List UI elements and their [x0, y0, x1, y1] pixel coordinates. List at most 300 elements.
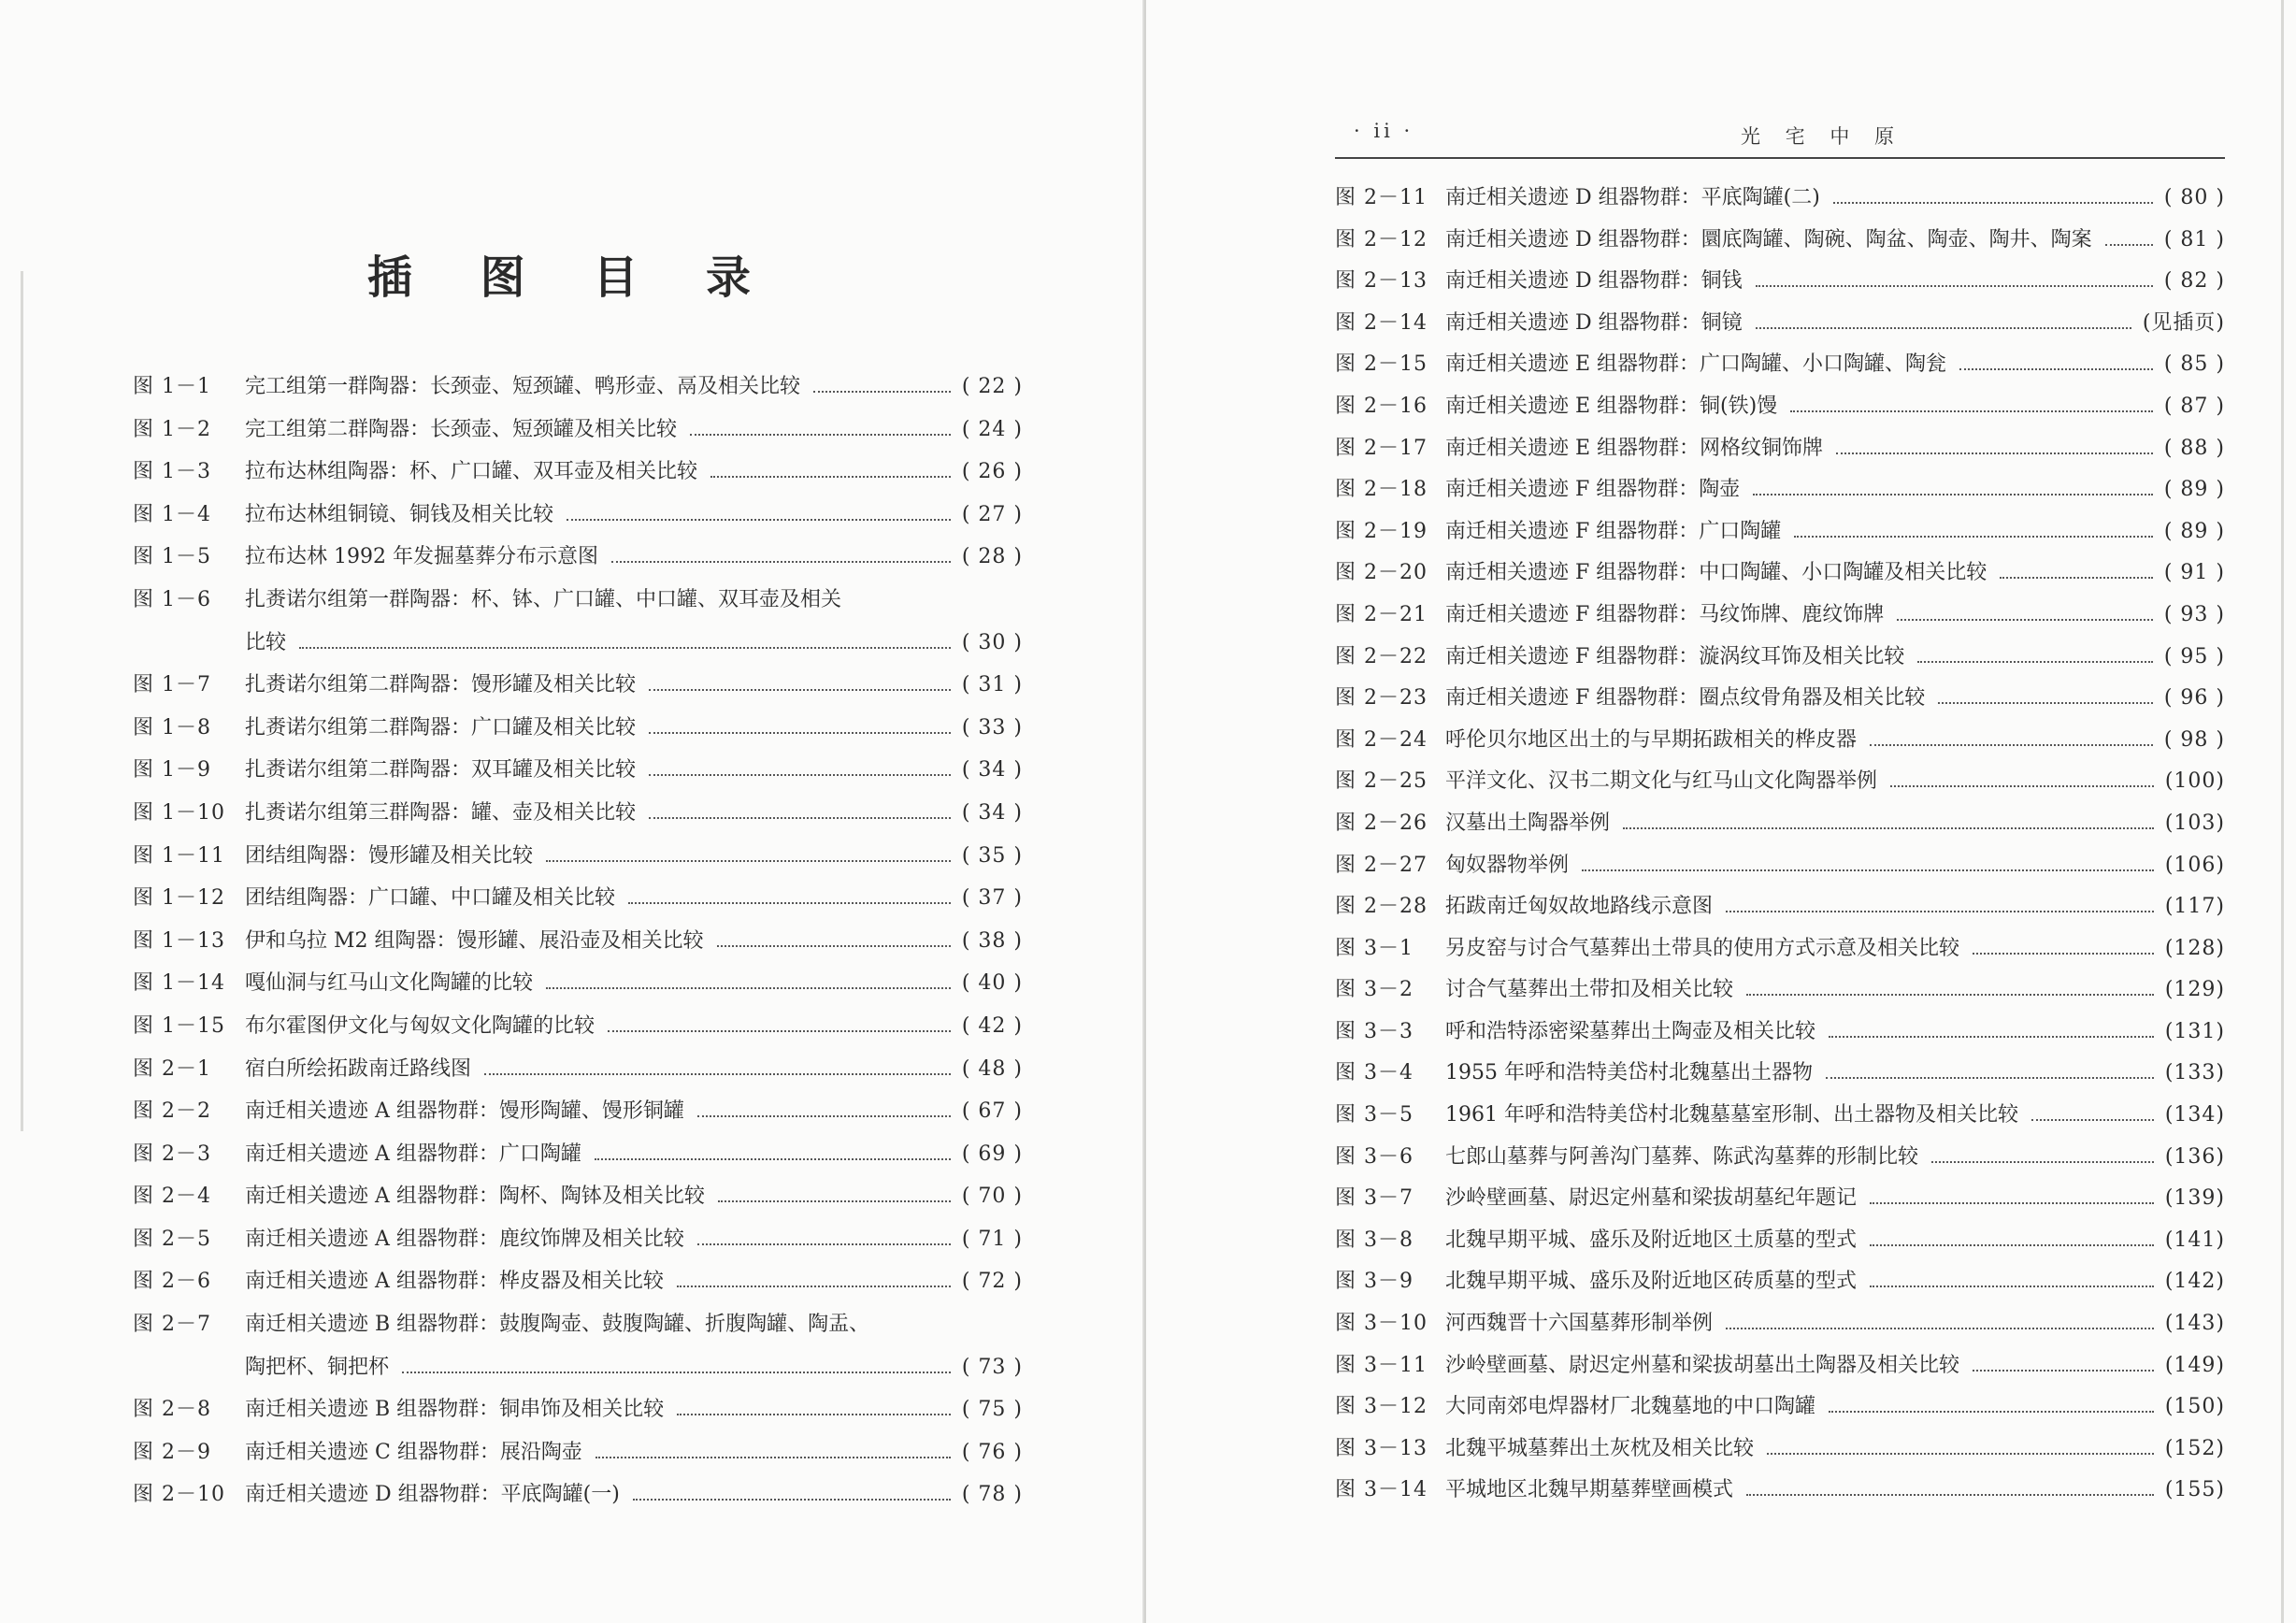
dot-leader — [1897, 618, 2153, 621]
figure-caption: 南迁相关遗迹 A 组器物群：广口陶罐 — [245, 1142, 581, 1166]
figure-caption: 南迁相关遗迹 D 组器物群：铜镜 — [1445, 310, 1743, 335]
toc-entry-body — [245, 1053, 1023, 1082]
figure-number: 图 2－5 — [133, 1227, 211, 1251]
toc-entry — [1335, 1015, 2225, 1057]
dot-leader — [1917, 660, 2153, 663]
page-reference: (142) — [2164, 1270, 2225, 1294]
dot-leader — [1973, 952, 2154, 955]
figure-caption: 扎赉诺尔组第三群陶器：罐、壶及相关比较 — [245, 800, 637, 825]
figure-caption: 扎赉诺尔组第二群陶器：双耳罐及相关比较 — [245, 758, 637, 783]
toc-entry-body — [245, 1223, 1023, 1252]
figure-number: 图 2－10 — [133, 1483, 225, 1507]
toc-entry-body — [245, 967, 1023, 996]
page-reference: ( 78 ) — [961, 1483, 1023, 1507]
dot-leader — [649, 688, 951, 691]
toc-entry-body — [245, 540, 1023, 569]
figure-number: 图 1－2 — [133, 417, 211, 441]
figure-caption: 南迁相关遗迹 D 组器物群：铜钱 — [1445, 269, 1743, 294]
toc-entry-body — [245, 455, 1023, 484]
dot-leader — [1726, 1327, 2154, 1329]
page-reference: (128) — [2164, 936, 2225, 960]
toc-entry — [1335, 390, 2225, 432]
dot-leader — [1623, 826, 2154, 829]
toc-entry — [133, 370, 1023, 413]
dot-leader — [1836, 452, 2153, 454]
toc-entry-body — [1445, 1056, 2225, 1085]
toc-entry — [1335, 515, 2225, 557]
dot-leader — [608, 1029, 951, 1032]
toc-entry-body — [1445, 432, 2225, 461]
page-reference: ( 37 ) — [961, 886, 1023, 911]
figure-caption: 南迁相关遗迹 A 组器物群：陶杯、陶钵及相关比较 — [245, 1185, 705, 1209]
figure-number: 图 1－3 — [133, 460, 211, 484]
page-reference: ( 42 ) — [961, 1013, 1023, 1038]
figure-number: 图 3－13 — [1335, 1436, 1428, 1460]
figure-caption: 南迁相关遗迹 F 组器物群：漩涡纹耳饰及相关比较 — [1445, 644, 1905, 668]
figure-number: 图 2－24 — [1335, 727, 1428, 752]
toc-entry-body — [245, 1010, 1023, 1039]
page-reference: ( 81 ) — [2163, 227, 2225, 251]
dot-leader — [1973, 1369, 2154, 1372]
toc-entry — [133, 1053, 1023, 1096]
figure-caption: 布尔霍图伊文化与匈奴文化陶罐的比较 — [245, 1013, 596, 1038]
toc-entry — [133, 1393, 1023, 1436]
toc-entry-body — [1445, 765, 2225, 794]
page-reference: (106) — [2164, 853, 2225, 877]
toc-entry — [133, 797, 1023, 840]
dot-leader — [1938, 701, 2153, 704]
figure-number: 图 3－12 — [1335, 1395, 1428, 1419]
page-reference: ( 75 ) — [961, 1398, 1023, 1422]
dot-leader — [1870, 1243, 2154, 1246]
page-reference: (100) — [2164, 769, 2225, 794]
toc-entry-body — [1445, 515, 2225, 544]
page-reference: ( 73 ) — [961, 1355, 1023, 1379]
toc-entry-body — [245, 1095, 1023, 1124]
figure-caption: 南迁相关遗迹 D 组器物群：平底陶罐(二) — [1445, 186, 1820, 209]
figure-caption: 北魏平城墓葬出土灰枕及相关比较 — [1445, 1436, 1755, 1460]
toc-entry — [1335, 307, 2225, 349]
figure-number: 图 2－18 — [1335, 478, 1428, 502]
page-reference: ( 87 ) — [2163, 394, 2225, 418]
figure-caption-line1: 扎赉诺尔组第一群陶器：杯、钵、广口罐、中口罐、双耳壶及相关 — [245, 587, 842, 611]
toc-entry — [133, 1265, 1023, 1308]
toc-entry — [1335, 1432, 2225, 1474]
dot-leader — [299, 646, 951, 649]
figure-number: 图 2－26 — [1335, 811, 1428, 835]
page-reference: ( 98 ) — [2163, 727, 2225, 752]
figure-caption: 团结组陶器：广口罐、中口罐及相关比较 — [245, 886, 616, 911]
figure-caption: 伊和乌拉 M2 组陶器：馒形罐、展沿壶及相关比较 — [245, 928, 704, 953]
dot-leader — [1756, 326, 2131, 329]
figure-caption: 讨合气墓葬出土带扣及相关比较 — [1445, 978, 1734, 1002]
page-title: 插 图 目 录 — [366, 251, 778, 304]
page-reference: (141) — [2164, 1228, 2225, 1252]
figure-number: 图 3－3 — [1335, 1019, 1413, 1043]
figure-number: 图 1－11 — [133, 843, 225, 868]
toc-entry — [1335, 181, 2225, 223]
figure-number: 图 2－13 — [1335, 269, 1428, 294]
figure-number: 图 1－6 — [133, 587, 211, 611]
figure-caption: 南迁相关遗迹 F 组器物群：圈点纹骨角器及相关比较 — [1445, 686, 1926, 711]
figure-caption: 南迁相关遗迹 D 组器物群：圜底陶罐、陶碗、陶盆、陶壶、陶井、陶案 — [1445, 227, 2092, 251]
toc-entry-body — [245, 668, 1023, 697]
toc-entry-body — [1445, 1307, 2225, 1336]
toc-entry — [1335, 432, 2225, 474]
toc-entry — [133, 413, 1023, 456]
toc-entry-body — [1445, 807, 2225, 836]
figure-number: 图 2－17 — [1335, 436, 1428, 460]
page-reference: (139) — [2164, 1186, 2225, 1211]
page-reference: ( 30 ) — [961, 630, 1023, 654]
toc-entry-body — [245, 925, 1023, 954]
page-reference: ( 22 ) — [961, 375, 1023, 398]
figure-number: 图 1－5 — [133, 545, 211, 569]
dot-leader — [1931, 1160, 2154, 1163]
toc-entry — [133, 1180, 1023, 1223]
dot-leader — [649, 773, 951, 776]
figure-caption: 沙岭壁画墓、尉迟定州墓和梁拔胡墓出土陶器及相关比较 — [1445, 1353, 1960, 1377]
page-reference: ( 34 ) — [961, 758, 1023, 783]
toc-entry-body — [245, 498, 1023, 527]
figure-number: 图 2－25 — [1335, 769, 1428, 794]
figure-number: 图 1－9 — [133, 758, 211, 783]
dot-leader — [596, 1456, 951, 1458]
toc-entry — [133, 1223, 1023, 1266]
figure-number: 图 2－1 — [133, 1056, 211, 1081]
figure-number: 图 1－12 — [133, 886, 225, 911]
figure-number: 图 2－20 — [1335, 561, 1428, 585]
page-reference: ( 82 ) — [2163, 269, 2225, 294]
page-reference: ( 38 ) — [961, 928, 1023, 953]
figure-caption: 南迁相关遗迹 F 组器物群：广口陶罐 — [1445, 519, 1782, 543]
figure-caption: 匈奴器物举例 — [1445, 853, 1570, 877]
page-reference: (143) — [2164, 1312, 2225, 1336]
dot-leader — [567, 518, 951, 521]
toc-entry — [1335, 765, 2225, 807]
dot-leader — [697, 1242, 951, 1245]
figure-caption: 平城地区北魏早期墓葬壁画模式 — [1445, 1478, 1734, 1502]
page-reference: ( 89 ) — [2163, 519, 2225, 543]
dot-leader — [2105, 243, 2153, 246]
page-reference: ( 91 ) — [2163, 561, 2225, 585]
page-reference: (150) — [2164, 1395, 2225, 1419]
figure-caption: 南迁相关遗迹 A 组器物群：馒形陶罐、馒形铜罐 — [245, 1099, 684, 1124]
toc-entry-body — [1445, 1099, 2225, 1127]
figure-caption: 1955 年呼和浩特美岱村北魏墓出土器物 — [1445, 1061, 1813, 1085]
figure-number: 图 1－13 — [133, 928, 225, 953]
toc-entry-body — [1445, 682, 2225, 711]
toc-entry — [133, 540, 1023, 583]
dot-leader — [546, 859, 951, 862]
figure-number: 图 2－11 — [1335, 186, 1428, 209]
figure-caption: 团结组陶器：馒形罐及相关比较 — [245, 843, 534, 868]
page-reference: ( 48 ) — [961, 1056, 1023, 1081]
page-reference: ( 27 ) — [961, 502, 1023, 526]
toc-entry — [1335, 1390, 2225, 1432]
page-reference: ( 70 ) — [961, 1185, 1023, 1209]
dot-leader — [595, 1157, 951, 1160]
page-reference: ( 72 ) — [961, 1270, 1023, 1294]
dot-leader — [628, 901, 951, 904]
left-page — [0, 0, 1144, 1623]
page-reference: (131) — [2164, 1019, 2225, 1043]
toc-entry — [1335, 849, 2225, 891]
toc-entry — [133, 1010, 1023, 1053]
figure-caption: 沙岭壁画墓、尉迟定州墓和梁拔胡墓纪年题记 — [1445, 1186, 1858, 1211]
toc-entry-body — [1445, 598, 2225, 627]
toc-entry — [1335, 807, 2225, 849]
figure-caption: 南迁相关遗迹 A 组器物群：桦皮器及相关比较 — [245, 1270, 664, 1294]
figure-caption: 完工组第二群陶器：长颈壶、短颈罐及相关比较 — [245, 417, 678, 441]
page-reference: (129) — [2164, 978, 2225, 1002]
toc-entry-body — [245, 1138, 1023, 1167]
figure-caption: 南迁相关遗迹 F 组器物群：陶壶 — [1445, 478, 1741, 502]
figure-caption: 另皮窑与讨合气墓葬出土带具的使用方式示意及相关比较 — [1445, 936, 1960, 960]
figure-number: 图 2－6 — [133, 1270, 211, 1294]
dot-leader — [710, 475, 951, 478]
page-reference: (152) — [2164, 1436, 2225, 1460]
figure-number: 图 1－10 — [133, 800, 225, 825]
dot-leader — [677, 1285, 951, 1287]
figure-caption: 比较 — [245, 630, 287, 654]
page-reference: ( 28 ) — [961, 545, 1023, 569]
toc-entry-body — [1445, 1432, 2225, 1461]
page-reference: ( 95 ) — [2163, 644, 2225, 668]
figure-caption: 南迁相关遗迹 E 组器物群：铜(铁)馒 — [1445, 394, 1778, 418]
toc-entry-body — [1445, 849, 2225, 878]
figure-caption: 拉布达林组铜镜、铜钱及相关比较 — [245, 502, 554, 526]
toc-list-left — [133, 370, 1023, 1521]
toc-entry-body — [1445, 932, 2225, 961]
dot-leader — [1870, 1201, 2154, 1204]
page-edge-shadow — [21, 271, 23, 1131]
toc-entry-body — [1445, 973, 2225, 1002]
figure-number: 图 3－8 — [1335, 1228, 1413, 1252]
dot-leader — [1767, 1452, 2154, 1455]
figure-number: 图 1－4 — [133, 502, 211, 526]
toc-entry-body — [1445, 1390, 2225, 1419]
toc-entry — [1335, 1099, 2225, 1141]
toc-entry-body — [245, 754, 1023, 783]
figure-number: 图 2－27 — [1335, 853, 1428, 877]
dot-leader — [717, 944, 951, 947]
figure-caption: 呼伦贝尔地区出土的与早期拓跋相关的桦皮器 — [1445, 727, 1858, 752]
toc-entry-body — [1445, 1349, 2225, 1378]
page-reference: ( 80 ) — [2163, 186, 2225, 209]
figure-number: 图 2－2 — [133, 1099, 211, 1124]
toc-entry — [1335, 1307, 2225, 1349]
toc-entry-body — [245, 1478, 1023, 1507]
figure-caption: 七郎山墓葬与阿善沟门墓葬、陈武沟墓葬的形制比较 — [1445, 1144, 1919, 1169]
figure-caption: 拓跋南迁匈奴故地路线示意图 — [1445, 895, 1714, 919]
toc-entry — [1335, 682, 2225, 724]
toc-entry-body — [245, 882, 1023, 911]
figure-number: 图 2－3 — [133, 1142, 211, 1166]
dot-leader — [677, 1413, 951, 1415]
dot-leader — [1833, 201, 2153, 204]
dot-leader — [1746, 1493, 2154, 1496]
dot-leader — [1870, 1285, 2154, 1287]
toc-entry-body — [1445, 724, 2225, 753]
toc-entry — [1335, 556, 2225, 598]
toc-entry — [133, 882, 1023, 925]
toc-entry-body — [245, 1436, 1023, 1465]
toc-entry-body — [245, 797, 1023, 826]
figure-number: 图 3－1 — [1335, 936, 1413, 960]
toc-entry-body — [1445, 307, 2225, 336]
toc-entry — [1335, 473, 2225, 515]
page-reference: (见插页) — [2142, 310, 2225, 335]
toc-entry — [133, 840, 1023, 883]
figure-number: 图 3－9 — [1335, 1270, 1413, 1294]
dot-leader — [484, 1072, 951, 1075]
toc-entry — [1335, 1265, 2225, 1307]
page-reference: ( 88 ) — [2163, 436, 2225, 460]
toc-entry-body — [245, 840, 1023, 869]
figure-caption: 南迁相关遗迹 E 组器物群：网格纹铜饰牌 — [1445, 436, 1824, 460]
toc-entry — [133, 583, 1023, 668]
figure-caption: 河西魏晋十六国墓葬形制举例 — [1445, 1312, 1714, 1336]
dot-leader — [697, 1114, 951, 1117]
page-reference: (149) — [2164, 1353, 2225, 1377]
toc-entry-body — [1445, 473, 2225, 502]
dot-leader — [546, 986, 951, 989]
dot-leader — [1794, 535, 2153, 538]
page-reference: ( 67 ) — [961, 1099, 1023, 1124]
dot-leader — [1829, 1410, 2154, 1413]
dot-leader — [1726, 910, 2154, 912]
page-reference: (103) — [2164, 811, 2225, 835]
toc-list-right — [1335, 181, 2225, 1515]
toc-entry-body — [1445, 265, 2225, 294]
toc-entry-body — [1445, 1182, 2225, 1211]
dot-leader — [1746, 993, 2154, 996]
page-reference: (155) — [2164, 1478, 2225, 1502]
figure-number: 图 2－16 — [1335, 394, 1428, 418]
toc-entry-body — [245, 1393, 1023, 1422]
figure-number: 图 1－15 — [133, 1013, 225, 1038]
toc-entry-body — [245, 370, 1023, 399]
figure-caption: 拉布达林 1992 年发掘墓葬分布示意图 — [245, 545, 598, 569]
toc-entry — [133, 498, 1023, 541]
figure-caption: 汉墓出土陶器举例 — [1445, 811, 1611, 835]
dot-leader — [1753, 493, 2153, 496]
toc-entry — [133, 1138, 1023, 1181]
toc-entry — [133, 668, 1023, 711]
figure-caption: 呼和浩特添密梁墓葬出土陶壶及相关比较 — [1445, 1019, 1816, 1043]
toc-entry — [1335, 348, 2225, 390]
figure-caption: 南迁相关遗迹 F 组器物群：中口陶罐、小口陶罐及相关比较 — [1445, 561, 1987, 585]
dot-leader — [813, 390, 951, 393]
toc-entry-body — [1445, 390, 2225, 419]
page-reference: ( 69 ) — [961, 1142, 1023, 1166]
page-reference: ( 96 ) — [2163, 686, 2225, 711]
dot-leader — [402, 1371, 951, 1373]
page-reference: ( 93 ) — [2163, 602, 2225, 626]
figure-number: 图 3－6 — [1335, 1144, 1413, 1169]
dot-leader — [649, 731, 951, 734]
toc-entry-body — [1445, 1265, 2225, 1294]
dot-leader — [718, 1199, 951, 1202]
page-reference: (133) — [2164, 1061, 2225, 1085]
dot-leader — [1582, 869, 2154, 871]
page-number: · ii · — [1354, 120, 1414, 142]
toc-entry-body — [245, 1351, 1023, 1380]
toc-entry — [1335, 724, 2225, 766]
dot-leader — [1870, 743, 2153, 746]
figure-number: 图 2－15 — [1335, 352, 1428, 377]
dot-leader — [1790, 409, 2153, 412]
toc-entry-body — [1445, 348, 2225, 377]
figure-caption: 南迁相关遗迹 D 组器物群：平底陶罐(一) — [245, 1483, 620, 1507]
toc-entry — [133, 711, 1023, 754]
figure-caption: 完工组第一群陶器：长颈壶、短颈罐、鸭形壶、鬲及相关比较 — [245, 375, 801, 398]
toc-entry — [1335, 265, 2225, 307]
figure-caption: 大同南郊电焊器材厂北魏墓地的中口陶罐 — [1445, 1395, 1816, 1419]
figure-number: 图 2－19 — [1335, 519, 1428, 543]
running-header — [1335, 116, 2225, 159]
figure-caption: 扎赉诺尔组第二群陶器：广口罐及相关比较 — [245, 715, 637, 740]
toc-entry — [133, 925, 1023, 968]
toc-entry — [1335, 1224, 2225, 1266]
toc-entry — [1335, 223, 2225, 266]
toc-entry — [1335, 1182, 2225, 1224]
toc-entry-body — [1445, 1224, 2225, 1253]
figure-number: 图 3－4 — [1335, 1061, 1413, 1085]
figure-number: 图 2－8 — [133, 1398, 211, 1422]
figure-number: 图 2－28 — [1335, 895, 1428, 919]
toc-entry — [1335, 932, 2225, 974]
page-reference: ( 33 ) — [961, 715, 1023, 740]
toc-entry-body — [245, 1265, 1023, 1294]
page-reference: (136) — [2164, 1144, 2225, 1169]
dot-leader — [1826, 1076, 2154, 1079]
toc-entry — [133, 1308, 1023, 1393]
figure-number: 图 2－9 — [133, 1440, 211, 1464]
figure-number: 图 2－23 — [1335, 686, 1428, 711]
figure-number: 图 1－1 — [133, 375, 211, 398]
toc-entry — [1335, 640, 2225, 682]
page-reference: ( 34 ) — [961, 800, 1023, 825]
figure-caption: 南迁相关遗迹 C 组器物群：展沿陶壶 — [245, 1440, 582, 1464]
figure-number: 图 3－5 — [1335, 1103, 1413, 1127]
dot-leader — [690, 433, 951, 436]
toc-entry-body — [1445, 1015, 2225, 1044]
page-reference: ( 89 ) — [2163, 478, 2225, 502]
dot-leader — [1890, 784, 2154, 787]
toc-entry — [1335, 1473, 2225, 1515]
figure-number: 图 1－8 — [133, 715, 211, 740]
toc-entry-body — [245, 626, 1023, 655]
figure-caption: 北魏早期平城、盛乐及附近地区土质墓的型式 — [1445, 1228, 1858, 1252]
page-edge-shadow — [2281, 0, 2284, 1623]
page-reference: ( 35 ) — [961, 843, 1023, 868]
dot-leader — [2000, 576, 2153, 579]
toc-entry-body — [1445, 640, 2225, 669]
figure-number: 图 2－14 — [1335, 310, 1428, 335]
figure-caption-line1: 南迁相关遗迹 B 组器物群：鼓腹陶壶、鼓腹陶罐、折腹陶罐、陶盂、 — [245, 1313, 870, 1337]
figure-caption: 南迁相关遗迹 A 组器物群：鹿纹饰牌及相关比较 — [245, 1227, 684, 1251]
dot-leader — [611, 560, 951, 563]
book-title: 光 宅 中 原 — [1740, 125, 1904, 148]
figure-number: 图 2－21 — [1335, 602, 1428, 626]
toc-entry-body — [1445, 181, 2225, 210]
figure-number: 图 2－7 — [133, 1313, 211, 1337]
toc-entry — [133, 455, 1023, 498]
figure-number: 图 2－4 — [133, 1185, 211, 1209]
figure-number: 图 2－12 — [1335, 227, 1428, 251]
